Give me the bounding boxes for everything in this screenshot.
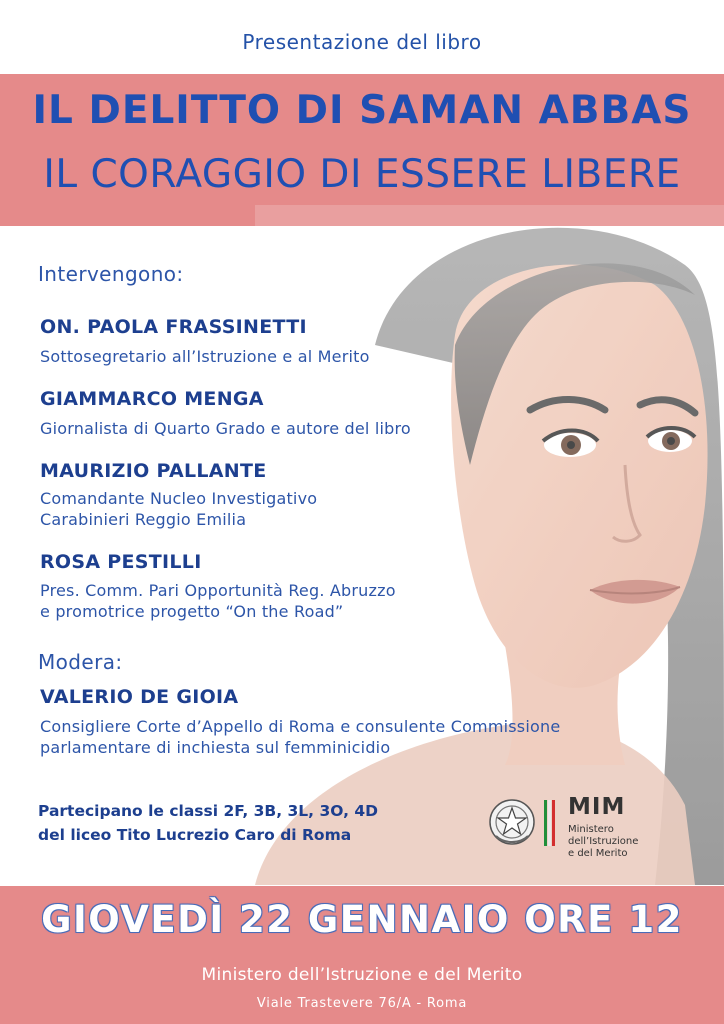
participating-classes	[38, 799, 378, 847]
event-venue: Ministero dell’Istruzione e del Merito	[201, 965, 523, 985]
speaker-role-2: Giornalista di Quarto Grado e autore del libro	[40, 419, 411, 438]
speaker-role-1: Sottosegretario all’Istruzione e al Merito	[40, 347, 370, 366]
book-title-line-2: IL CORAGGIO DI ESSERE LIBERE	[43, 152, 681, 197]
mim-logo	[488, 794, 648, 859]
speakers-label: Intervengono:	[38, 262, 184, 286]
event-address: Viale Trastevere 76/A - Roma	[256, 996, 468, 1011]
italian-flag-icon	[544, 800, 558, 846]
moderator-role: Consigliere Corte d’Appello di Roma e consulente Commissione parlamentare di inchiesta sul femminicidio	[40, 717, 561, 757]
speaker-name-3: MAURIZIO PALLANTE	[40, 460, 267, 482]
moderator-label: Modera:	[38, 650, 123, 674]
moderator-name: VALERIO DE GIOIA	[40, 686, 239, 708]
speaker-name-4: ROSA PESTILLI	[40, 551, 202, 573]
classes-line-1: Partecipano le classi 2F, 3B, 3L, 3O, 4D	[38, 802, 379, 820]
speaker-name-2: GIAMMARCO MENGA	[40, 388, 264, 410]
intro-text: Presentazione del libro	[242, 30, 482, 54]
mim-full-name: Ministero dell’Istruzione e del Merito	[568, 824, 639, 859]
portrait-illustration	[255, 205, 724, 885]
classes-line-2: del liceo Tito Lucrezio Caro di Roma	[38, 826, 352, 844]
speaker-role-4: Pres. Comm. Pari Opportunità Reg. Abruzzo e promotrice progetto “On the Road”	[40, 581, 396, 621]
italian-republic-emblem-icon	[488, 796, 536, 848]
speaker-name-1: ON. PAOLA FRASSINETTI	[40, 316, 307, 338]
mim-abbreviation: MIM	[568, 794, 626, 820]
book-title-line-1: IL DELITTO DI SAMAN ABBAS	[32, 88, 692, 133]
speaker-role-3: Comandante Nucleo Investigativo Carabinieri Reggio Emilia	[40, 489, 318, 529]
event-date: GIOVEDÌ 22 GENNAIO ORE 12	[41, 898, 683, 941]
